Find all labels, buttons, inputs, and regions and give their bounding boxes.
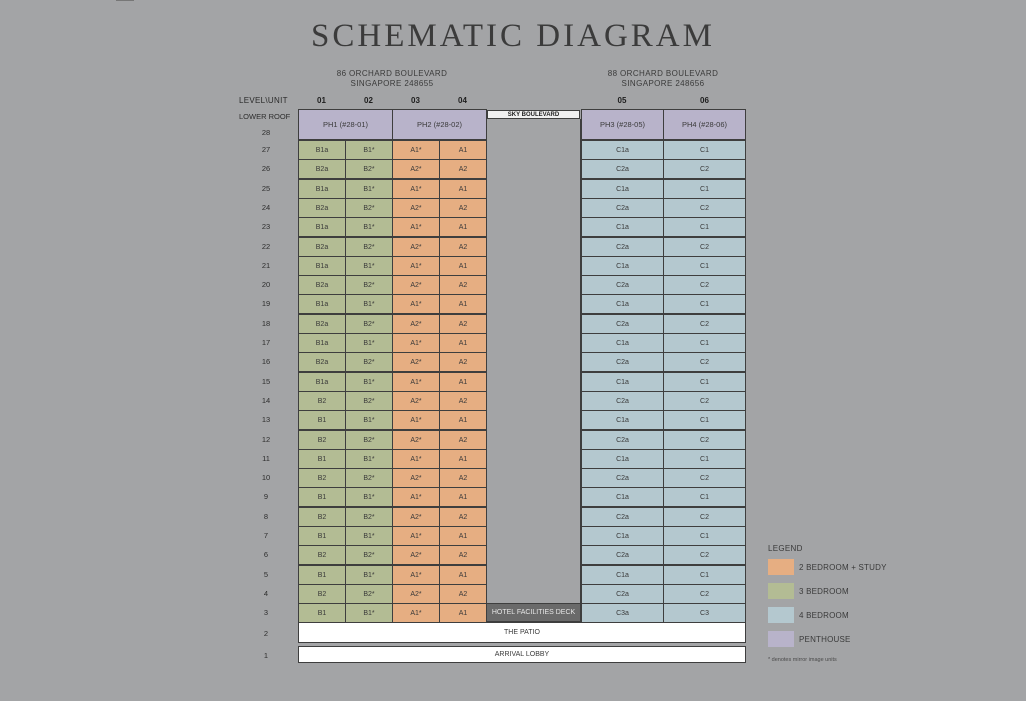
- unit-cell-20-03: A2*: [392, 275, 440, 295]
- unit-cell-15-01: B1a: [298, 372, 346, 392]
- unit-cell-16-03: A2*: [392, 352, 440, 372]
- page-title: SCHEMATIC DIAGRAM: [311, 18, 715, 54]
- unit-cell-6-04: A2: [439, 545, 487, 565]
- level-label-27: 27: [261, 145, 271, 154]
- unit-cell-25-02: B1*: [345, 179, 393, 199]
- unit-cell-8-01: B2: [298, 507, 346, 527]
- unit-cell-7-04: A1: [439, 526, 487, 546]
- unit-cell-16-04: A2: [439, 352, 487, 372]
- unit-cell-27-03: A1*: [392, 140, 440, 160]
- unit-cell-17-04: A1: [439, 333, 487, 353]
- unit-cell-12-06: C2: [663, 430, 746, 450]
- unit-cell-25-01: B1a: [298, 179, 346, 199]
- unit-cell-27-05: C1a: [581, 140, 664, 160]
- unit-cell-19-03: A1*: [392, 294, 440, 314]
- unit-cell-3-02: B1*: [345, 603, 393, 623]
- unit-cell-13-06: C1: [663, 410, 746, 430]
- unit-cell-14-03: A2*: [392, 391, 440, 411]
- unit-cell-3-06: C3: [663, 603, 746, 623]
- unit-cell-16-01: B2a: [298, 352, 346, 372]
- unit-cell-23-04: A1: [439, 217, 487, 237]
- level-label-13: 13: [261, 415, 271, 424]
- unit-cell-21-01: B1a: [298, 256, 346, 276]
- unit-cell-3-03: A1*: [392, 603, 440, 623]
- unit-cell-11-04: A1: [439, 449, 487, 469]
- unit-cell-15-04: A1: [439, 372, 487, 392]
- unit-cell-17-03: A1*: [392, 333, 440, 353]
- unit-cell-13-02: B1*: [345, 410, 393, 430]
- level-label-10: 10: [261, 473, 271, 482]
- unit-cell-23-01: B1a: [298, 217, 346, 237]
- unit-cell-16-06: C2: [663, 352, 746, 372]
- unit-cell-20-01: B2a: [298, 275, 346, 295]
- unit-cell-25-03: A1*: [392, 179, 440, 199]
- unit-cell-8-03: A2*: [392, 507, 440, 527]
- unit-cell-4-06: C2: [663, 584, 746, 604]
- unit-cell-14-02: B2*: [345, 391, 393, 411]
- unit-cell-17-01: B1a: [298, 333, 346, 353]
- unit-cell-5-05: C1a: [581, 565, 664, 585]
- unit-header-02: 02: [364, 96, 373, 105]
- level-label-9: 9: [263, 492, 269, 501]
- tower-right-postcode: SINGAPORE 248656: [621, 79, 705, 88]
- unit-cell-22-03: A2*: [392, 237, 440, 257]
- unit-cell-26-06: C2: [663, 159, 746, 179]
- legend-swatch-3-bedroom: [768, 583, 794, 599]
- unit-cell-25-05: C1a: [581, 179, 664, 199]
- unit-cell-4-01: B2: [298, 584, 346, 604]
- level-label-17: 17: [261, 338, 271, 347]
- tower-left-postcode: SINGAPORE 248655: [350, 79, 434, 88]
- unit-cell-20-06: C2: [663, 275, 746, 295]
- unit-cell-6-01: B2: [298, 545, 346, 565]
- penthouse-ph2: PH2 (#28-02): [392, 109, 487, 140]
- unit-cell-22-05: C2a: [581, 237, 664, 257]
- unit-cell-18-01: B2a: [298, 314, 346, 334]
- unit-cell-12-01: B2: [298, 430, 346, 450]
- level-label-2: 2: [263, 629, 269, 638]
- level-unit-header: LEVEL\UNIT: [239, 96, 288, 105]
- unit-cell-24-06: C2: [663, 198, 746, 218]
- unit-cell-3-04: A1: [439, 603, 487, 623]
- penthouse-ph3: PH3 (#28-05): [581, 109, 664, 140]
- unit-cell-26-04: A2: [439, 159, 487, 179]
- unit-cell-15-02: B1*: [345, 372, 393, 392]
- unit-cell-9-04: A1: [439, 487, 487, 507]
- unit-cell-21-03: A1*: [392, 256, 440, 276]
- unit-cell-20-04: A2: [439, 275, 487, 295]
- unit-cell-21-05: C1a: [581, 256, 664, 276]
- unit-header-05: 05: [617, 96, 627, 105]
- unit-cell-17-06: C1: [663, 333, 746, 353]
- unit-cell-27-04: A1: [439, 140, 487, 160]
- legend-swatch-4-bedroom: [768, 607, 794, 623]
- unit-cell-19-02: B1*: [345, 294, 393, 314]
- unit-cell-5-06: C1: [663, 565, 746, 585]
- unit-cell-6-02: B2*: [345, 545, 393, 565]
- legend-label-3-bedroom: 3 BEDROOM: [799, 587, 849, 596]
- unit-cell-14-06: C2: [663, 391, 746, 411]
- legend-label-4-bedroom: 4 BEDROOM: [799, 611, 849, 620]
- unit-cell-24-03: A2*: [392, 198, 440, 218]
- unit-cell-18-04: A2: [439, 314, 487, 334]
- unit-cell-5-02: B1*: [345, 565, 393, 585]
- unit-header-06: 06: [700, 96, 709, 105]
- level-label-16: 16: [261, 357, 271, 366]
- unit-cell-18-02: B2*: [345, 314, 393, 334]
- legend-label-penthouse: PENTHOUSE: [799, 635, 851, 644]
- unit-cell-10-01: B2: [298, 468, 346, 488]
- the-patio: THE PATIO: [298, 622, 746, 643]
- unit-cell-5-04: A1: [439, 565, 487, 585]
- unit-cell-15-05: C1a: [581, 372, 664, 392]
- unit-header-03: 03: [411, 96, 420, 105]
- unit-cell-20-05: C2a: [581, 275, 664, 295]
- unit-cell-26-05: C2a: [581, 159, 664, 179]
- unit-cell-21-02: B1*: [345, 256, 393, 276]
- unit-cell-9-02: B1*: [345, 487, 393, 507]
- unit-cell-4-02: B2*: [345, 584, 393, 604]
- unit-cell-23-05: C1a: [581, 217, 664, 237]
- level-label-11: 11: [262, 454, 270, 463]
- unit-cell-11-02: B1*: [345, 449, 393, 469]
- unit-cell-14-01: B2: [298, 391, 346, 411]
- unit-cell-6-06: C2: [663, 545, 746, 565]
- level-label-24: 24: [261, 203, 271, 212]
- arrival-lobby: ARRIVAL LOBBY: [298, 646, 746, 663]
- unit-cell-6-03: A2*: [392, 545, 440, 565]
- unit-cell-9-06: C1: [663, 487, 746, 507]
- unit-cell-12-02: B2*: [345, 430, 393, 450]
- unit-cell-23-03: A1*: [392, 217, 440, 237]
- level-label-21: 21: [261, 261, 271, 270]
- penthouse-ph1: PH1 (#28-01): [298, 109, 393, 140]
- unit-cell-9-01: B1: [298, 487, 346, 507]
- unit-cell-13-03: A1*: [392, 410, 440, 430]
- level-label-4: 4: [263, 589, 269, 598]
- unit-cell-4-03: A2*: [392, 584, 440, 604]
- level-label-18: 18: [261, 319, 271, 328]
- unit-cell-22-04: A2: [439, 237, 487, 257]
- unit-cell-18-05: C2a: [581, 314, 664, 334]
- unit-cell-21-06: C1: [663, 256, 746, 276]
- unit-cell-21-04: A1: [439, 256, 487, 276]
- level-label-1: 1: [263, 651, 269, 660]
- unit-cell-18-03: A2*: [392, 314, 440, 334]
- level-label-15: 15: [261, 377, 271, 386]
- tower-left-street: 86 ORCHARD BOULEVARD: [336, 69, 448, 78]
- unit-cell-19-05: C1a: [581, 294, 664, 314]
- unit-cell-13-01: B1: [298, 410, 346, 430]
- unit-cell-8-06: C2: [663, 507, 746, 527]
- unit-cell-4-05: C2a: [581, 584, 664, 604]
- unit-cell-10-04: A2: [439, 468, 487, 488]
- level-label-25: 25: [261, 184, 271, 193]
- unit-cell-7-02: B1*: [345, 526, 393, 546]
- legend-title: LEGEND: [768, 544, 803, 553]
- level-label-19: 19: [261, 299, 271, 308]
- unit-cell-7-06: C1: [663, 526, 746, 546]
- unit-cell-18-06: C2: [663, 314, 746, 334]
- unit-cell-27-01: B1a: [298, 140, 346, 160]
- unit-cell-24-04: A2: [439, 198, 487, 218]
- unit-cell-19-06: C1: [663, 294, 746, 314]
- unit-cell-4-04: A2: [439, 584, 487, 604]
- unit-cell-22-06: C2: [663, 237, 746, 257]
- unit-cell-15-06: C1: [663, 372, 746, 392]
- unit-cell-7-05: C1a: [581, 526, 664, 546]
- unit-cell-11-01: B1: [298, 449, 346, 469]
- unit-cell-7-03: A1*: [392, 526, 440, 546]
- level-label-23: 23: [261, 222, 271, 231]
- unit-header-04: 04: [458, 96, 467, 105]
- unit-cell-11-05: C1a: [581, 449, 664, 469]
- level-label-28: 28: [261, 128, 271, 137]
- level-label-8: 8: [263, 512, 269, 521]
- unit-cell-20-02: B2*: [345, 275, 393, 295]
- unit-cell-11-06: C1: [663, 449, 746, 469]
- mirror-note: * denotes mirror image units: [768, 657, 837, 663]
- unit-cell-19-04: A1: [439, 294, 487, 314]
- unit-cell-26-02: B2*: [345, 159, 393, 179]
- unit-cell-25-06: C1: [663, 179, 746, 199]
- unit-cell-12-05: C2a: [581, 430, 664, 450]
- unit-cell-11-03: A1*: [392, 449, 440, 469]
- unit-cell-24-01: B2a: [298, 198, 346, 218]
- unit-cell-17-05: C1a: [581, 333, 664, 353]
- unit-cell-23-06: C1: [663, 217, 746, 237]
- tower-left-address: [312, 69, 472, 89]
- unit-cell-19-01: B1a: [298, 294, 346, 314]
- legend-swatch-2-bedroom-study: [768, 559, 794, 575]
- unit-cell-14-05: C2a: [581, 391, 664, 411]
- sky-boulevard: SKY BOULEVARD: [487, 110, 580, 119]
- level-label-26: 26: [261, 164, 271, 173]
- unit-cell-8-05: C2a: [581, 507, 664, 527]
- level-label-22: 22: [261, 242, 271, 251]
- unit-cell-24-02: B2*: [345, 198, 393, 218]
- unit-cell-5-03: A1*: [392, 565, 440, 585]
- unit-cell-23-02: B1*: [345, 217, 393, 237]
- unit-cell-22-01: B2a: [298, 237, 346, 257]
- unit-cell-9-03: A1*: [392, 487, 440, 507]
- level-label-12: 12: [261, 435, 271, 444]
- unit-cell-3-05: C3a: [581, 603, 664, 623]
- hotel-facilities-deck: HOTEL FACILITIES DECK: [486, 603, 581, 622]
- legend-label-2-bedroom-study: 2 BEDROOM + STUDY: [799, 563, 887, 572]
- tower-right-street: 88 ORCHARD BOULEVARD: [607, 69, 719, 78]
- unit-cell-10-05: C2a: [581, 468, 664, 488]
- unit-cell-27-06: C1: [663, 140, 746, 160]
- unit-cell-8-02: B2*: [345, 507, 393, 527]
- lower-roof-label: LOWER ROOF: [239, 112, 291, 121]
- unit-cell-10-02: B2*: [345, 468, 393, 488]
- unit-cell-12-03: A2*: [392, 430, 440, 450]
- unit-cell-5-01: B1: [298, 565, 346, 585]
- unit-cell-3-01: B1: [298, 603, 346, 623]
- unit-cell-6-05: C2a: [581, 545, 664, 565]
- unit-cell-17-02: B1*: [345, 333, 393, 353]
- tower-right-address: [583, 69, 743, 89]
- level-label-3: 3: [263, 608, 269, 617]
- unit-cell-27-02: B1*: [345, 140, 393, 160]
- penthouse-ph4: PH4 (#28-06): [663, 109, 746, 140]
- level-label-5: 5: [263, 570, 269, 579]
- unit-cell-24-05: C2a: [581, 198, 664, 218]
- unit-cell-15-03: A1*: [392, 372, 440, 392]
- unit-cell-10-06: C2: [663, 468, 746, 488]
- unit-cell-8-04: A2: [439, 507, 487, 527]
- unit-header-01: 01: [317, 96, 326, 105]
- level-label-20: 20: [261, 280, 271, 289]
- unit-cell-10-03: A2*: [392, 468, 440, 488]
- unit-cell-14-04: A2: [439, 391, 487, 411]
- unit-cell-7-01: B1: [298, 526, 346, 546]
- unit-cell-12-04: A2: [439, 430, 487, 450]
- unit-cell-26-03: A2*: [392, 159, 440, 179]
- unit-cell-26-01: B2a: [298, 159, 346, 179]
- unit-cell-16-05: C2a: [581, 352, 664, 372]
- unit-cell-16-02: B2*: [345, 352, 393, 372]
- level-label-6: 6: [263, 550, 269, 559]
- legend-swatch-penthouse: [768, 631, 794, 647]
- unit-cell-13-05: C1a: [581, 410, 664, 430]
- unit-cell-22-02: B2*: [345, 237, 393, 257]
- unit-cell-25-04: A1: [439, 179, 487, 199]
- unit-cell-9-05: C1a: [581, 487, 664, 507]
- corner-mark: [116, 0, 134, 3]
- level-label-14: 14: [261, 396, 271, 405]
- unit-cell-13-04: A1: [439, 410, 487, 430]
- level-label-7: 7: [263, 531, 269, 540]
